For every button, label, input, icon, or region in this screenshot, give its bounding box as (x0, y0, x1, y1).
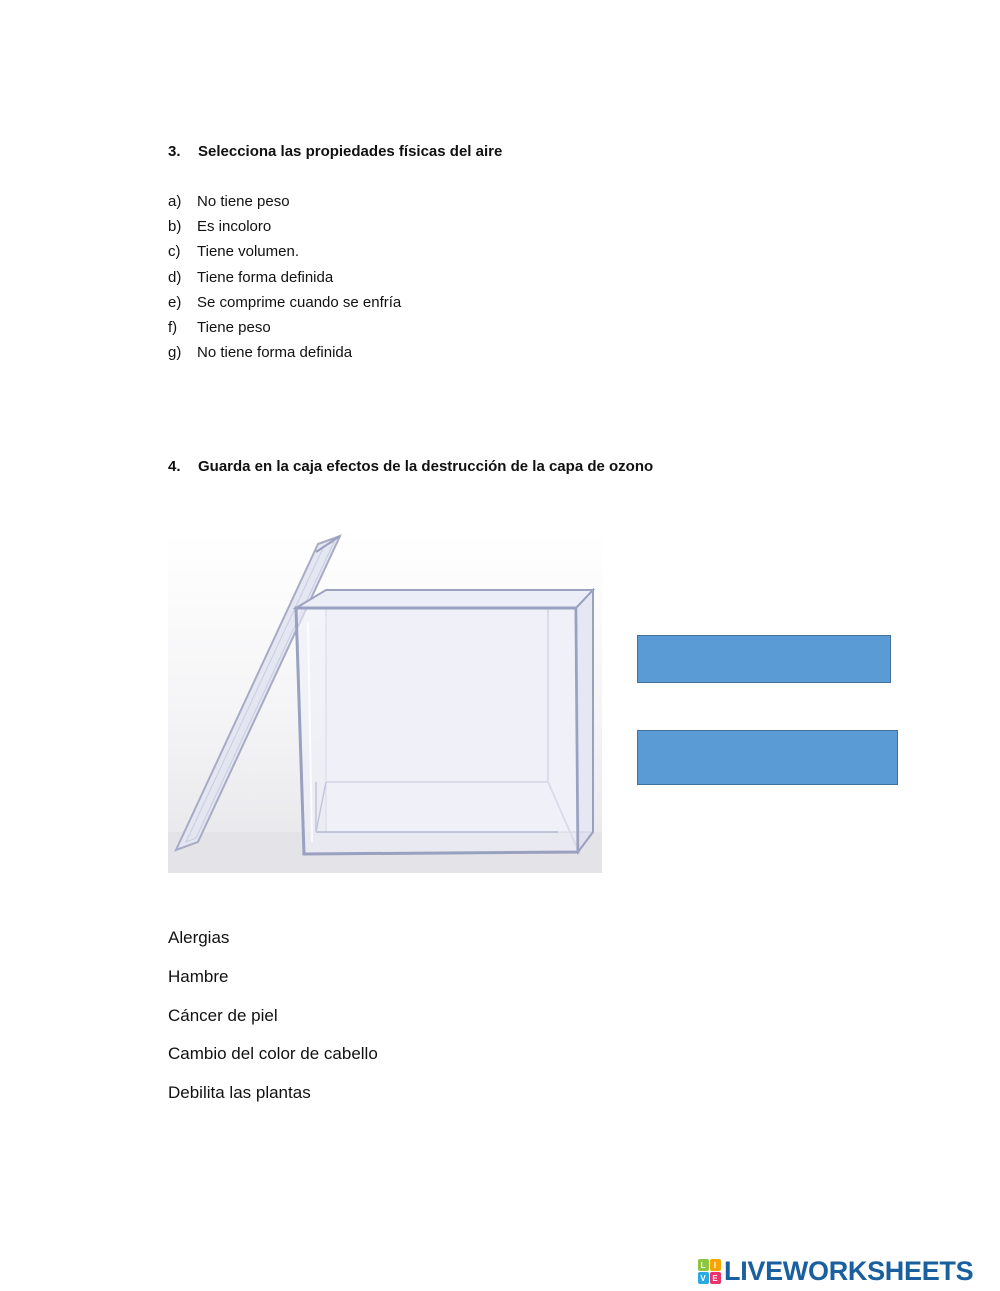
question-4-number: 4. (168, 458, 181, 475)
option-letter: c) (168, 243, 181, 261)
question-3-options (168, 192, 401, 368)
option-e[interactable] (168, 293, 401, 318)
question-3-title (168, 143, 502, 160)
drop-slot-2[interactable] (637, 730, 898, 785)
option-b[interactable] (168, 217, 401, 242)
option-letter: f) (168, 318, 178, 336)
question-3-text: Selecciona las propiedades físicas del aire (198, 143, 503, 160)
option-a[interactable] (168, 192, 401, 217)
liveworksheets-logo (697, 1256, 973, 1286)
logo-mark-v: V (698, 1272, 709, 1284)
option-text: Tiene peso (197, 318, 271, 336)
drag-item-alergias[interactable]: Alergias (168, 928, 230, 947)
option-letter: d) (168, 268, 182, 286)
drag-item-hambre[interactable]: Hambre (168, 966, 229, 986)
logo-mark-l: L (698, 1259, 709, 1271)
option-text: Tiene forma definida (197, 268, 334, 286)
drop-slot-1[interactable] (637, 635, 891, 683)
drag-item-cambio-color-cabello[interactable]: Cambio del color de cabello (168, 1044, 378, 1064)
option-text: No tiene peso (197, 193, 290, 210)
drag-item-cancer-de-piel[interactable]: Cáncer de piel (168, 1005, 278, 1025)
option-f[interactable] (168, 318, 401, 343)
option-text: Es incoloro (197, 218, 272, 236)
logo-mark-icon (697, 1258, 721, 1284)
question-4-title (168, 458, 653, 475)
option-g[interactable] (168, 343, 401, 368)
option-letter: g) (168, 344, 182, 362)
option-d[interactable] (168, 268, 401, 293)
question-4-text: Guarda en la caja efectos de la destrucción de la capa de ozono (198, 458, 654, 475)
option-text: Se comprime cuando se enfría (197, 293, 402, 311)
option-letter: b) (168, 218, 182, 236)
logo-mark-e: E (710, 1272, 721, 1284)
option-c[interactable] (168, 242, 401, 267)
option-letter: a) (168, 193, 182, 210)
option-text: Tiene volumen. (197, 243, 299, 261)
logo-text: LIVEWORKSHEETS (724, 1255, 974, 1286)
option-text: No tiene forma definida (197, 344, 353, 362)
drag-item-debilita-plantas[interactable]: Debilita las plantas (168, 1083, 311, 1103)
question-3-number: 3. (168, 143, 181, 160)
logo-mark-i: I (710, 1259, 721, 1271)
drag-items-list (168, 926, 378, 1120)
clear-box-image (168, 532, 602, 873)
option-letter: e) (168, 293, 182, 311)
